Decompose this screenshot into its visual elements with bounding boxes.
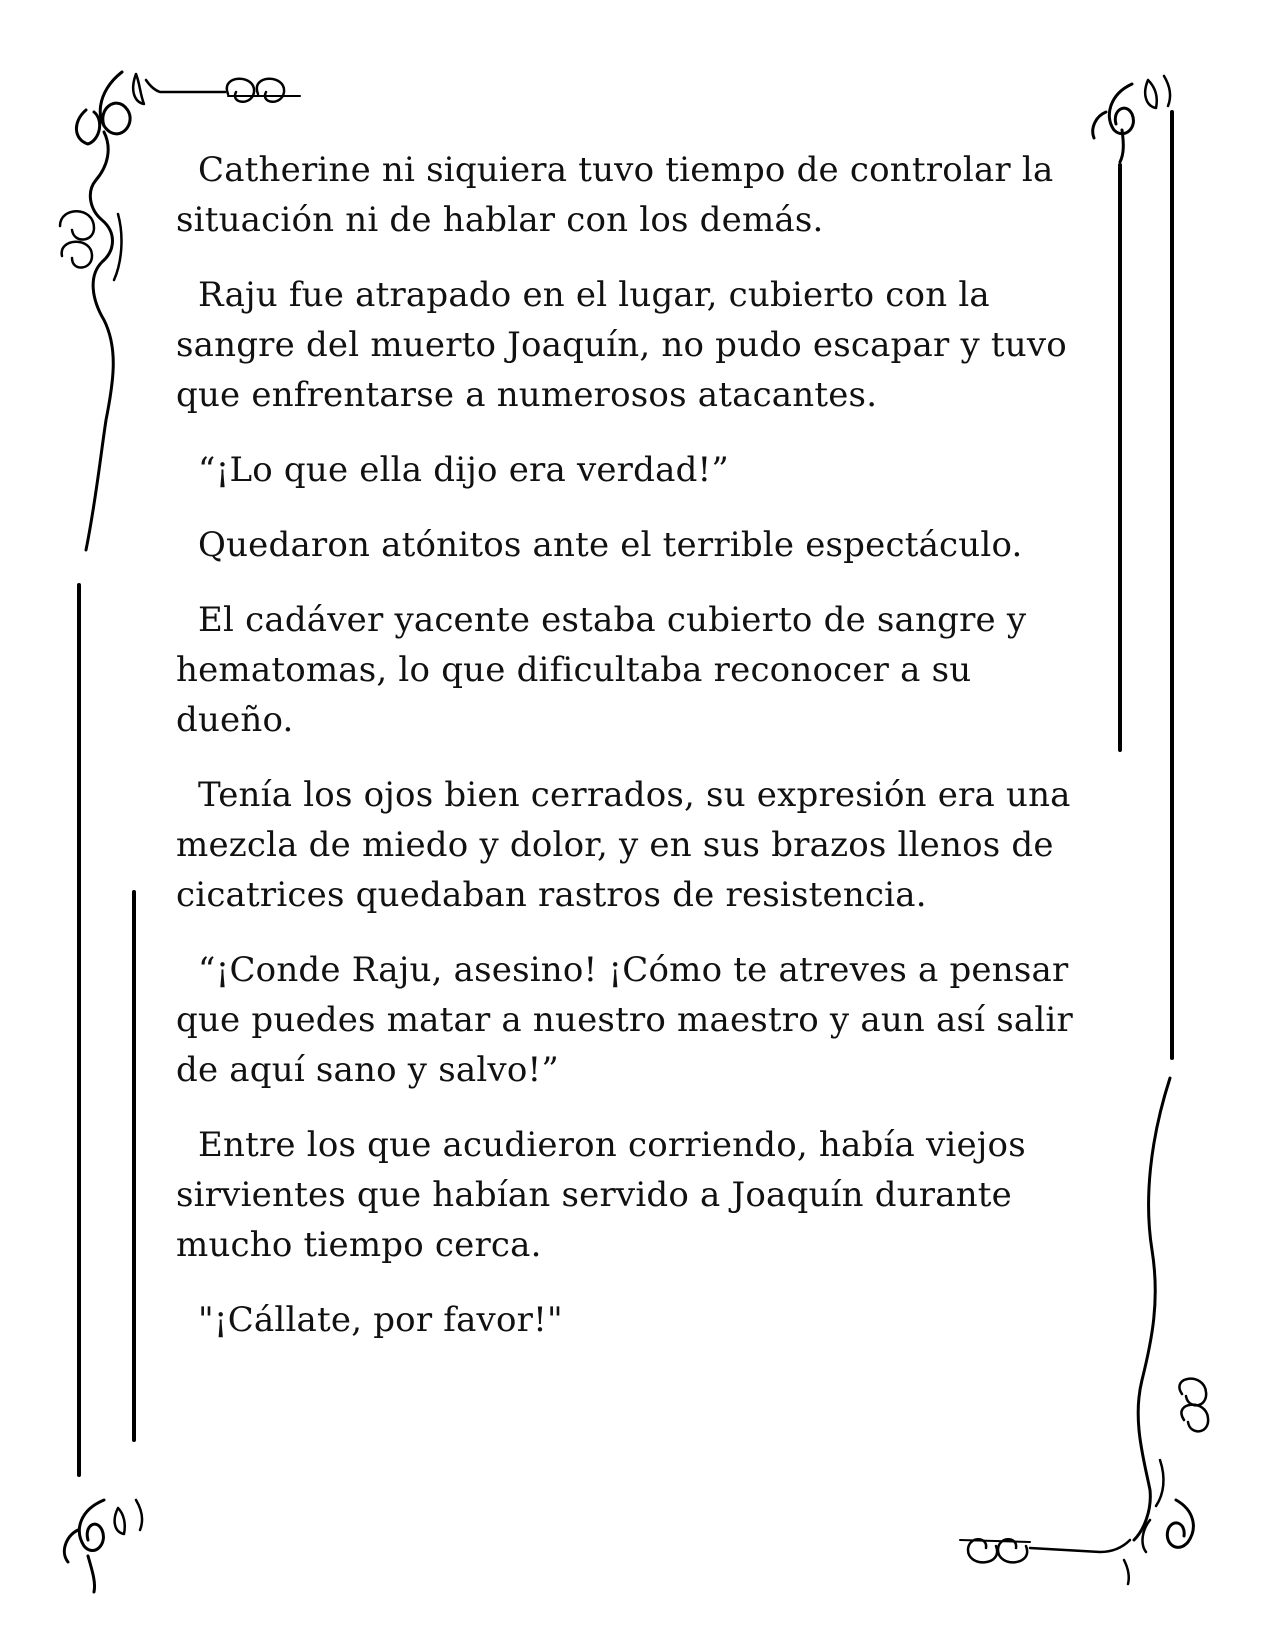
story-text: [176, 145, 1096, 1370]
paragraph: Tenía los ojos bien cerrados, su expresión era una mezcla de miedo y dolor, y en sus brazos llenos de cicatrices quedaban rastros de resistencia.: [176, 775, 1071, 915]
flourish-top-right: [1093, 76, 1170, 162]
paragraph: Raju fue atrapado en el lugar, cubierto con la sangre del muerto Joaquín, no pudo escapar y tuvo que enfrentarse a numerosos atacantes.: [176, 275, 1067, 415]
dialogue-paragraph: “¡Conde Raju, asesino! ¡Cómo te atreves a pensar que puedes matar a nuestro maestro y aun así salir de aquí sano y salvo!”: [176, 950, 1073, 1090]
paragraph: Quedaron atónitos ante el terrible espectáculo.: [198, 525, 1023, 565]
paragraph: El cadáver yacente estaba cubierto de sangre y hematomas, lo que dificultaba reconocer a su dueño.: [176, 600, 1027, 740]
flourish-bottom-left: [64, 1500, 142, 1592]
paragraph: Catherine ni siquiera tuvo tiempo de controlar la situación ni de hablar con los demás.: [176, 150, 1054, 240]
paragraph: Entre los que acudieron corriendo, había viejos sirvientes que habían servido a Joaquín durante mucho tiempo cerca.: [176, 1125, 1026, 1265]
dialogue-paragraph: “¡Lo que ella dijo era verdad!”: [198, 450, 729, 490]
dialogue-paragraph: "¡Cállate, por favor!": [198, 1300, 563, 1340]
